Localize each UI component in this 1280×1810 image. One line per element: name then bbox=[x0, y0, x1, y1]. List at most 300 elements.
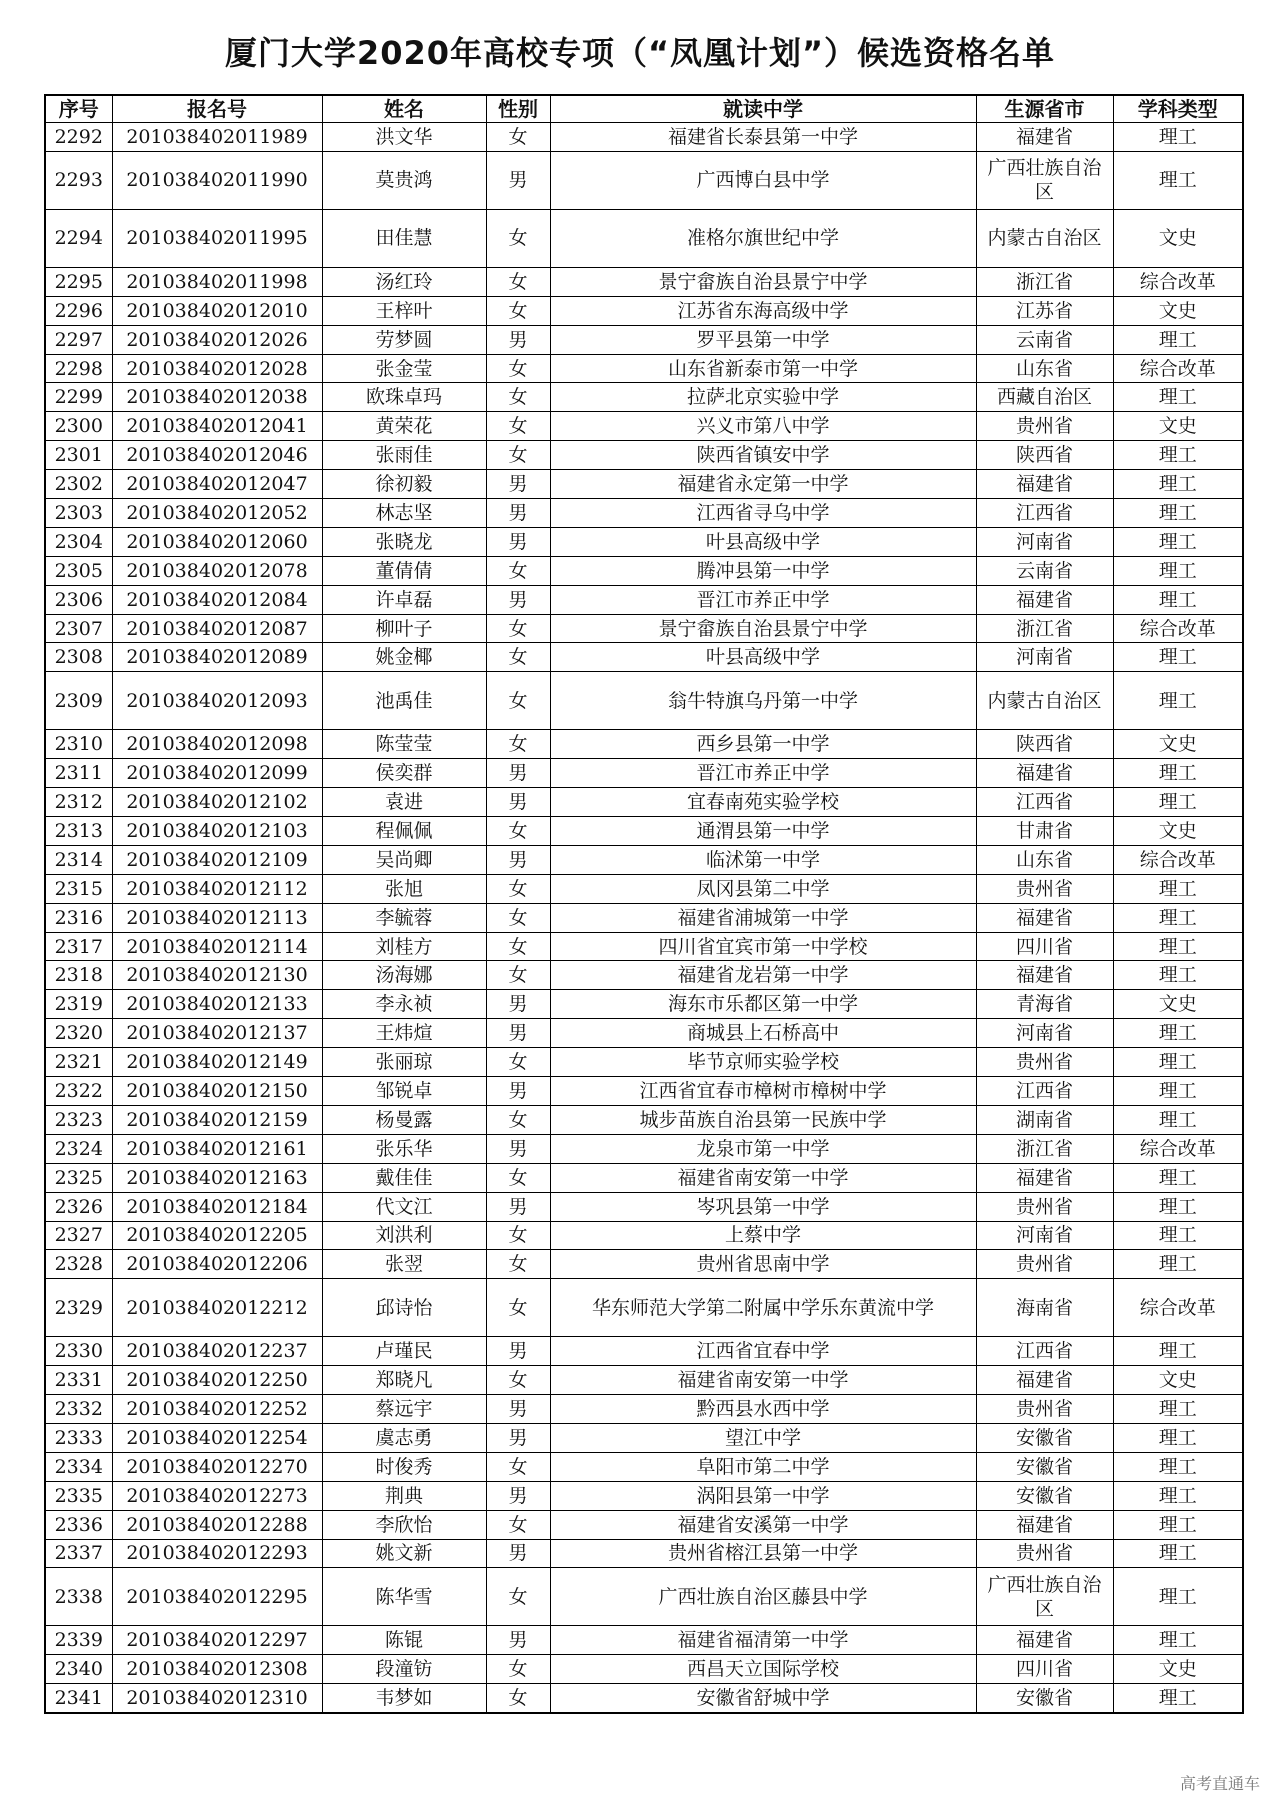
cell-registration-no: 201038402012273 bbox=[112, 1481, 322, 1510]
cell-subject-type: 理工 bbox=[1113, 1395, 1243, 1424]
cell-gender: 女 bbox=[486, 932, 550, 961]
cell-name: 张雨佳 bbox=[322, 441, 486, 470]
cell-name: 王梓叶 bbox=[322, 296, 486, 325]
cell-registration-no: 201038402012254 bbox=[112, 1423, 322, 1452]
table-row bbox=[45, 614, 1243, 643]
header-subject-type: 学科类型 bbox=[1113, 95, 1243, 123]
cell-gender: 女 bbox=[486, 643, 550, 672]
cell-gender: 男 bbox=[486, 759, 550, 788]
cell-school: 拉萨北京实验中学 bbox=[550, 383, 976, 412]
cell-school: 福建省安溪第一中学 bbox=[550, 1510, 976, 1539]
cell-registration-no: 201038402012026 bbox=[112, 325, 322, 354]
cell-school: 翁牛特旗乌丹第一中学 bbox=[550, 672, 976, 730]
table-row bbox=[45, 1134, 1243, 1163]
table-row bbox=[45, 990, 1243, 1019]
table-row bbox=[45, 1539, 1243, 1568]
table-row bbox=[45, 932, 1243, 961]
cell-school: 福建省南安第一中学 bbox=[550, 1163, 976, 1192]
cell-name: 虞志勇 bbox=[322, 1423, 486, 1452]
cell-name: 蔡远宇 bbox=[322, 1395, 486, 1424]
cell-gender: 女 bbox=[486, 267, 550, 296]
table-row bbox=[45, 1452, 1243, 1481]
cell-province: 河南省 bbox=[976, 1221, 1113, 1250]
cell-province: 河南省 bbox=[976, 643, 1113, 672]
cell-subject-type: 理工 bbox=[1113, 1221, 1243, 1250]
cell-index: 2307 bbox=[45, 614, 112, 643]
cell-subject-type: 文史 bbox=[1113, 1655, 1243, 1684]
cell-name: 代文江 bbox=[322, 1192, 486, 1221]
cell-name: 池禹佳 bbox=[322, 672, 486, 730]
cell-index: 2296 bbox=[45, 296, 112, 325]
cell-gender: 男 bbox=[486, 1337, 550, 1366]
cell-index: 2300 bbox=[45, 412, 112, 441]
cell-school: 广西壮族自治区藤县中学 bbox=[550, 1568, 976, 1626]
cell-registration-no: 201038402011995 bbox=[112, 209, 322, 267]
cell-registration-no: 201038402012163 bbox=[112, 1163, 322, 1192]
cell-registration-no: 201038402012237 bbox=[112, 1337, 322, 1366]
table-row bbox=[45, 1250, 1243, 1279]
cell-subject-type: 综合改革 bbox=[1113, 1134, 1243, 1163]
cell-index: 2325 bbox=[45, 1163, 112, 1192]
cell-index: 2326 bbox=[45, 1192, 112, 1221]
cell-subject-type: 理工 bbox=[1113, 1510, 1243, 1539]
cell-subject-type: 理工 bbox=[1113, 1163, 1243, 1192]
cell-registration-no: 201038402012060 bbox=[112, 527, 322, 556]
cell-gender: 女 bbox=[486, 1221, 550, 1250]
cell-province: 陕西省 bbox=[976, 441, 1113, 470]
cell-province: 贵州省 bbox=[976, 1539, 1113, 1568]
cell-school: 福建省南安第一中学 bbox=[550, 1366, 976, 1395]
cell-school: 江苏省东海高级中学 bbox=[550, 296, 976, 325]
cell-province: 河南省 bbox=[976, 527, 1113, 556]
cell-index: 2312 bbox=[45, 788, 112, 817]
cell-name: 洪文华 bbox=[322, 123, 486, 152]
cell-subject-type: 理工 bbox=[1113, 1452, 1243, 1481]
cell-province: 贵州省 bbox=[976, 412, 1113, 441]
cell-province: 安徽省 bbox=[976, 1423, 1113, 1452]
cell-subject-type: 文史 bbox=[1113, 730, 1243, 759]
table-row bbox=[45, 585, 1243, 614]
cell-subject-type: 理工 bbox=[1113, 441, 1243, 470]
cell-index: 2303 bbox=[45, 499, 112, 528]
cell-gender: 男 bbox=[486, 527, 550, 556]
cell-registration-no: 201038402012078 bbox=[112, 556, 322, 585]
cell-name: 汤红玲 bbox=[322, 267, 486, 296]
table-row bbox=[45, 1279, 1243, 1337]
cell-subject-type: 理工 bbox=[1113, 1337, 1243, 1366]
cell-school: 海东市乐都区第一中学 bbox=[550, 990, 976, 1019]
cell-index: 2319 bbox=[45, 990, 112, 1019]
cell-gender: 男 bbox=[486, 788, 550, 817]
cell-school: 江西省寻乌中学 bbox=[550, 499, 976, 528]
cell-name: 徐初毅 bbox=[322, 470, 486, 499]
page-title: 厦门大学2020年高校专项（“凤凰计划”）候选资格名单 bbox=[224, 34, 1056, 72]
cell-subject-type: 理工 bbox=[1113, 1250, 1243, 1279]
cell-registration-no: 201038402012038 bbox=[112, 383, 322, 412]
cell-registration-no: 201038402012113 bbox=[112, 903, 322, 932]
cell-province: 山东省 bbox=[976, 845, 1113, 874]
cell-province: 河南省 bbox=[976, 1019, 1113, 1048]
cell-name: 刘洪利 bbox=[322, 1221, 486, 1250]
cell-registration-no: 201038402012028 bbox=[112, 354, 322, 383]
cell-index: 2341 bbox=[45, 1684, 112, 1713]
cell-index: 2320 bbox=[45, 1019, 112, 1048]
cell-province: 福建省 bbox=[976, 1626, 1113, 1655]
table-row bbox=[45, 412, 1243, 441]
cell-school: 西昌天立国际学校 bbox=[550, 1655, 976, 1684]
cell-subject-type: 理工 bbox=[1113, 1539, 1243, 1568]
cell-index: 2301 bbox=[45, 441, 112, 470]
cell-school: 毕节京师实验学校 bbox=[550, 1048, 976, 1077]
cell-name: 韦梦如 bbox=[322, 1684, 486, 1713]
table-row bbox=[45, 817, 1243, 846]
table-row bbox=[45, 556, 1243, 585]
cell-school: 江西省宜春中学 bbox=[550, 1337, 976, 1366]
cell-school: 山东省新泰市第一中学 bbox=[550, 354, 976, 383]
cell-name: 莫贵鸿 bbox=[322, 151, 486, 209]
cell-province: 云南省 bbox=[976, 325, 1113, 354]
cell-name: 柳叶子 bbox=[322, 614, 486, 643]
cell-province: 福建省 bbox=[976, 1510, 1113, 1539]
cell-subject-type: 理工 bbox=[1113, 903, 1243, 932]
cell-index: 2321 bbox=[45, 1048, 112, 1077]
cell-gender: 女 bbox=[486, 1163, 550, 1192]
cell-province: 四川省 bbox=[976, 932, 1113, 961]
cell-registration-no: 201038402012103 bbox=[112, 817, 322, 846]
cell-school: 宜春南苑实验学校 bbox=[550, 788, 976, 817]
cell-school: 福建省长泰县第一中学 bbox=[550, 123, 976, 152]
cell-index: 2322 bbox=[45, 1077, 112, 1106]
cell-index: 2328 bbox=[45, 1250, 112, 1279]
cell-gender: 女 bbox=[486, 1510, 550, 1539]
cell-subject-type: 理工 bbox=[1113, 1105, 1243, 1134]
cell-gender: 男 bbox=[486, 1192, 550, 1221]
cell-gender: 女 bbox=[486, 1684, 550, 1713]
cell-name: 邹锐卓 bbox=[322, 1077, 486, 1106]
table-row bbox=[45, 1337, 1243, 1366]
cell-index: 2318 bbox=[45, 961, 112, 990]
cell-subject-type: 理工 bbox=[1113, 527, 1243, 556]
cell-name: 郑晓凡 bbox=[322, 1366, 486, 1395]
cell-registration-no: 201038402012184 bbox=[112, 1192, 322, 1221]
cell-province: 江苏省 bbox=[976, 296, 1113, 325]
cell-province: 广西壮族自治区 bbox=[976, 151, 1113, 209]
cell-province: 江西省 bbox=[976, 1077, 1113, 1106]
cell-name: 张金莹 bbox=[322, 354, 486, 383]
cell-gender: 女 bbox=[486, 296, 550, 325]
cell-gender: 女 bbox=[486, 817, 550, 846]
cell-subject-type: 理工 bbox=[1113, 383, 1243, 412]
cell-index: 2315 bbox=[45, 874, 112, 903]
cell-school: 龙泉市第一中学 bbox=[550, 1134, 976, 1163]
cell-index: 2332 bbox=[45, 1395, 112, 1424]
cell-school: 四川省宜宾市第一中学校 bbox=[550, 932, 976, 961]
cell-school: 兴义市第八中学 bbox=[550, 412, 976, 441]
table-row bbox=[45, 1221, 1243, 1250]
cell-index: 2308 bbox=[45, 643, 112, 672]
table-row bbox=[45, 1366, 1243, 1395]
table-row bbox=[45, 874, 1243, 903]
cell-subject-type: 理工 bbox=[1113, 1423, 1243, 1452]
cell-subject-type: 理工 bbox=[1113, 556, 1243, 585]
cell-registration-no: 201038402012295 bbox=[112, 1568, 322, 1626]
cell-index: 2304 bbox=[45, 527, 112, 556]
cell-registration-no: 201038402012133 bbox=[112, 990, 322, 1019]
cell-subject-type: 理工 bbox=[1113, 123, 1243, 152]
cell-registration-no: 201038402012288 bbox=[112, 1510, 322, 1539]
table-header-row bbox=[45, 95, 1243, 123]
cell-subject-type: 理工 bbox=[1113, 1048, 1243, 1077]
cell-subject-type: 综合改革 bbox=[1113, 845, 1243, 874]
cell-province: 福建省 bbox=[976, 903, 1113, 932]
cell-gender: 男 bbox=[486, 1539, 550, 1568]
cell-gender: 男 bbox=[486, 1019, 550, 1048]
header-name: 姓名 bbox=[322, 95, 486, 123]
table-row bbox=[45, 1423, 1243, 1452]
cell-name: 许卓磊 bbox=[322, 585, 486, 614]
table-row bbox=[45, 1626, 1243, 1655]
cell-province: 浙江省 bbox=[976, 614, 1113, 643]
table-row bbox=[45, 1105, 1243, 1134]
cell-gender: 女 bbox=[486, 672, 550, 730]
table-row bbox=[45, 1655, 1243, 1684]
cell-registration-no: 201038402012099 bbox=[112, 759, 322, 788]
cell-index: 2335 bbox=[45, 1481, 112, 1510]
cell-name: 张晓龙 bbox=[322, 527, 486, 556]
cell-registration-no: 201038402012205 bbox=[112, 1221, 322, 1250]
cell-index: 2299 bbox=[45, 383, 112, 412]
cell-registration-no: 201038402011989 bbox=[112, 123, 322, 152]
cell-gender: 女 bbox=[486, 614, 550, 643]
cell-school: 凤冈县第二中学 bbox=[550, 874, 976, 903]
cell-school: 贵州省思南中学 bbox=[550, 1250, 976, 1279]
cell-index: 2333 bbox=[45, 1423, 112, 1452]
cell-school: 福建省福清第一中学 bbox=[550, 1626, 976, 1655]
cell-index: 2295 bbox=[45, 267, 112, 296]
cell-gender: 女 bbox=[486, 1366, 550, 1395]
cell-province: 贵州省 bbox=[976, 1192, 1113, 1221]
cell-province: 浙江省 bbox=[976, 267, 1113, 296]
cell-subject-type: 理工 bbox=[1113, 1077, 1243, 1106]
cell-gender: 女 bbox=[486, 383, 550, 412]
cell-index: 2339 bbox=[45, 1626, 112, 1655]
cell-subject-type: 综合改革 bbox=[1113, 354, 1243, 383]
cell-registration-no: 201038402012252 bbox=[112, 1395, 322, 1424]
cell-name: 张旭 bbox=[322, 874, 486, 903]
table-row bbox=[45, 325, 1243, 354]
table-row bbox=[45, 759, 1243, 788]
table-row bbox=[45, 441, 1243, 470]
cell-name: 程佩佩 bbox=[322, 817, 486, 846]
table-row bbox=[45, 788, 1243, 817]
cell-name: 荆典 bbox=[322, 1481, 486, 1510]
cell-name: 戴佳佳 bbox=[322, 1163, 486, 1192]
cell-index: 2310 bbox=[45, 730, 112, 759]
cell-index: 2334 bbox=[45, 1452, 112, 1481]
cell-gender: 男 bbox=[486, 1626, 550, 1655]
cell-index: 2316 bbox=[45, 903, 112, 932]
cell-name: 卢瑾民 bbox=[322, 1337, 486, 1366]
cell-registration-no: 201038402012098 bbox=[112, 730, 322, 759]
cell-province: 安徽省 bbox=[976, 1452, 1113, 1481]
cell-name: 林志坚 bbox=[322, 499, 486, 528]
cell-registration-no: 201038402012109 bbox=[112, 845, 322, 874]
cell-province: 福建省 bbox=[976, 961, 1113, 990]
table-row bbox=[45, 1684, 1243, 1713]
table-row bbox=[45, 643, 1243, 672]
table-row bbox=[45, 383, 1243, 412]
cell-name: 李永祯 bbox=[322, 990, 486, 1019]
cell-index: 2294 bbox=[45, 209, 112, 267]
cell-school: 福建省浦城第一中学 bbox=[550, 903, 976, 932]
cell-gender: 女 bbox=[486, 903, 550, 932]
cell-subject-type: 理工 bbox=[1113, 932, 1243, 961]
cell-registration-no: 201038402012010 bbox=[112, 296, 322, 325]
cell-name: 陈锟 bbox=[322, 1626, 486, 1655]
cell-index: 2331 bbox=[45, 1366, 112, 1395]
cell-province: 西藏自治区 bbox=[976, 383, 1113, 412]
cell-gender: 女 bbox=[486, 556, 550, 585]
cell-province: 福建省 bbox=[976, 585, 1113, 614]
cell-province: 浙江省 bbox=[976, 1134, 1113, 1163]
cell-index: 2293 bbox=[45, 151, 112, 209]
candidate-table bbox=[44, 94, 1244, 1714]
cell-gender: 女 bbox=[486, 1279, 550, 1337]
cell-subject-type: 理工 bbox=[1113, 759, 1243, 788]
cell-province: 贵州省 bbox=[976, 1048, 1113, 1077]
cell-name: 邱诗怡 bbox=[322, 1279, 486, 1337]
table-row bbox=[45, 151, 1243, 209]
cell-gender: 女 bbox=[486, 874, 550, 903]
cell-gender: 女 bbox=[486, 1105, 550, 1134]
cell-registration-no: 201038402012047 bbox=[112, 470, 322, 499]
table-row bbox=[45, 903, 1243, 932]
cell-name: 陈莹莹 bbox=[322, 730, 486, 759]
header-gender: 性别 bbox=[486, 95, 550, 123]
table-row bbox=[45, 499, 1243, 528]
cell-province: 安徽省 bbox=[976, 1481, 1113, 1510]
cell-name: 董倩倩 bbox=[322, 556, 486, 585]
cell-index: 2324 bbox=[45, 1134, 112, 1163]
table-row bbox=[45, 1481, 1243, 1510]
cell-province: 福建省 bbox=[976, 759, 1113, 788]
cell-subject-type: 理工 bbox=[1113, 1192, 1243, 1221]
header-school: 就读中学 bbox=[550, 95, 976, 123]
table-row bbox=[45, 527, 1243, 556]
cell-province: 福建省 bbox=[976, 1366, 1113, 1395]
cell-index: 2305 bbox=[45, 556, 112, 585]
cell-subject-type: 理工 bbox=[1113, 1481, 1243, 1510]
cell-gender: 男 bbox=[486, 585, 550, 614]
cell-name: 劳梦圆 bbox=[322, 325, 486, 354]
cell-registration-no: 201038402011998 bbox=[112, 267, 322, 296]
cell-subject-type: 文史 bbox=[1113, 296, 1243, 325]
cell-name: 欧珠卓玛 bbox=[322, 383, 486, 412]
table-row bbox=[45, 354, 1243, 383]
cell-name: 刘桂方 bbox=[322, 932, 486, 961]
cell-registration-no: 201038402012206 bbox=[112, 1250, 322, 1279]
cell-registration-no: 201038402012112 bbox=[112, 874, 322, 903]
cell-index: 2314 bbox=[45, 845, 112, 874]
table-row bbox=[45, 1077, 1243, 1106]
cell-gender: 男 bbox=[486, 499, 550, 528]
cell-gender: 女 bbox=[486, 1568, 550, 1626]
table-row bbox=[45, 672, 1243, 730]
cell-gender: 男 bbox=[486, 1077, 550, 1106]
table-row bbox=[45, 267, 1243, 296]
cell-gender: 女 bbox=[486, 412, 550, 441]
cell-province: 江西省 bbox=[976, 499, 1113, 528]
cell-gender: 男 bbox=[486, 1481, 550, 1510]
table-row bbox=[45, 1163, 1243, 1192]
cell-gender: 女 bbox=[486, 1250, 550, 1279]
cell-index: 2297 bbox=[45, 325, 112, 354]
cell-registration-no: 201038402012212 bbox=[112, 1279, 322, 1337]
cell-province: 湖南省 bbox=[976, 1105, 1113, 1134]
cell-index: 2323 bbox=[45, 1105, 112, 1134]
cell-gender: 男 bbox=[486, 990, 550, 1019]
cell-registration-no: 201038402012159 bbox=[112, 1105, 322, 1134]
cell-subject-type: 理工 bbox=[1113, 151, 1243, 209]
cell-gender: 女 bbox=[486, 730, 550, 759]
cell-school: 华东师范大学第二附属中学乐东黄流中学 bbox=[550, 1279, 976, 1337]
cell-subject-type: 理工 bbox=[1113, 1684, 1243, 1713]
cell-province: 广西壮族自治区 bbox=[976, 1568, 1113, 1626]
cell-name: 李毓蓉 bbox=[322, 903, 486, 932]
cell-subject-type: 理工 bbox=[1113, 1626, 1243, 1655]
cell-school: 陕西省镇安中学 bbox=[550, 441, 976, 470]
cell-registration-no: 201038402012041 bbox=[112, 412, 322, 441]
cell-subject-type: 理工 bbox=[1113, 470, 1243, 499]
cell-subject-type: 理工 bbox=[1113, 961, 1243, 990]
cell-index: 2309 bbox=[45, 672, 112, 730]
cell-index: 2298 bbox=[45, 354, 112, 383]
cell-gender: 女 bbox=[486, 961, 550, 990]
cell-school: 准格尔旗世纪中学 bbox=[550, 209, 976, 267]
cell-school: 叶县高级中学 bbox=[550, 643, 976, 672]
cell-subject-type: 理工 bbox=[1113, 874, 1243, 903]
cell-registration-no: 201038402012089 bbox=[112, 643, 322, 672]
cell-index: 2306 bbox=[45, 585, 112, 614]
cell-registration-no: 201038402012130 bbox=[112, 961, 322, 990]
cell-name: 袁进 bbox=[322, 788, 486, 817]
cell-registration-no: 201038402012114 bbox=[112, 932, 322, 961]
cell-registration-no: 201038402012310 bbox=[112, 1684, 322, 1713]
table-row bbox=[45, 1510, 1243, 1539]
cell-registration-no: 201038402012250 bbox=[112, 1366, 322, 1395]
cell-registration-no: 201038402012149 bbox=[112, 1048, 322, 1077]
cell-school: 叶县高级中学 bbox=[550, 527, 976, 556]
cell-gender: 男 bbox=[486, 1395, 550, 1424]
cell-name: 侯奕群 bbox=[322, 759, 486, 788]
cell-name: 田佳慧 bbox=[322, 209, 486, 267]
cell-school: 晋江市养正中学 bbox=[550, 759, 976, 788]
cell-index: 2340 bbox=[45, 1655, 112, 1684]
cell-school: 商城县上石桥高中 bbox=[550, 1019, 976, 1048]
cell-province: 青海省 bbox=[976, 990, 1113, 1019]
cell-index: 2292 bbox=[45, 123, 112, 152]
cell-registration-no: 201038402012137 bbox=[112, 1019, 322, 1048]
cell-school: 福建省龙岩第一中学 bbox=[550, 961, 976, 990]
cell-index: 2338 bbox=[45, 1568, 112, 1626]
cell-subject-type: 理工 bbox=[1113, 643, 1243, 672]
cell-subject-type: 文史 bbox=[1113, 1366, 1243, 1395]
cell-index: 2330 bbox=[45, 1337, 112, 1366]
cell-province: 福建省 bbox=[976, 123, 1113, 152]
table-row bbox=[45, 730, 1243, 759]
cell-province: 安徽省 bbox=[976, 1684, 1113, 1713]
cell-name: 张翌 bbox=[322, 1250, 486, 1279]
